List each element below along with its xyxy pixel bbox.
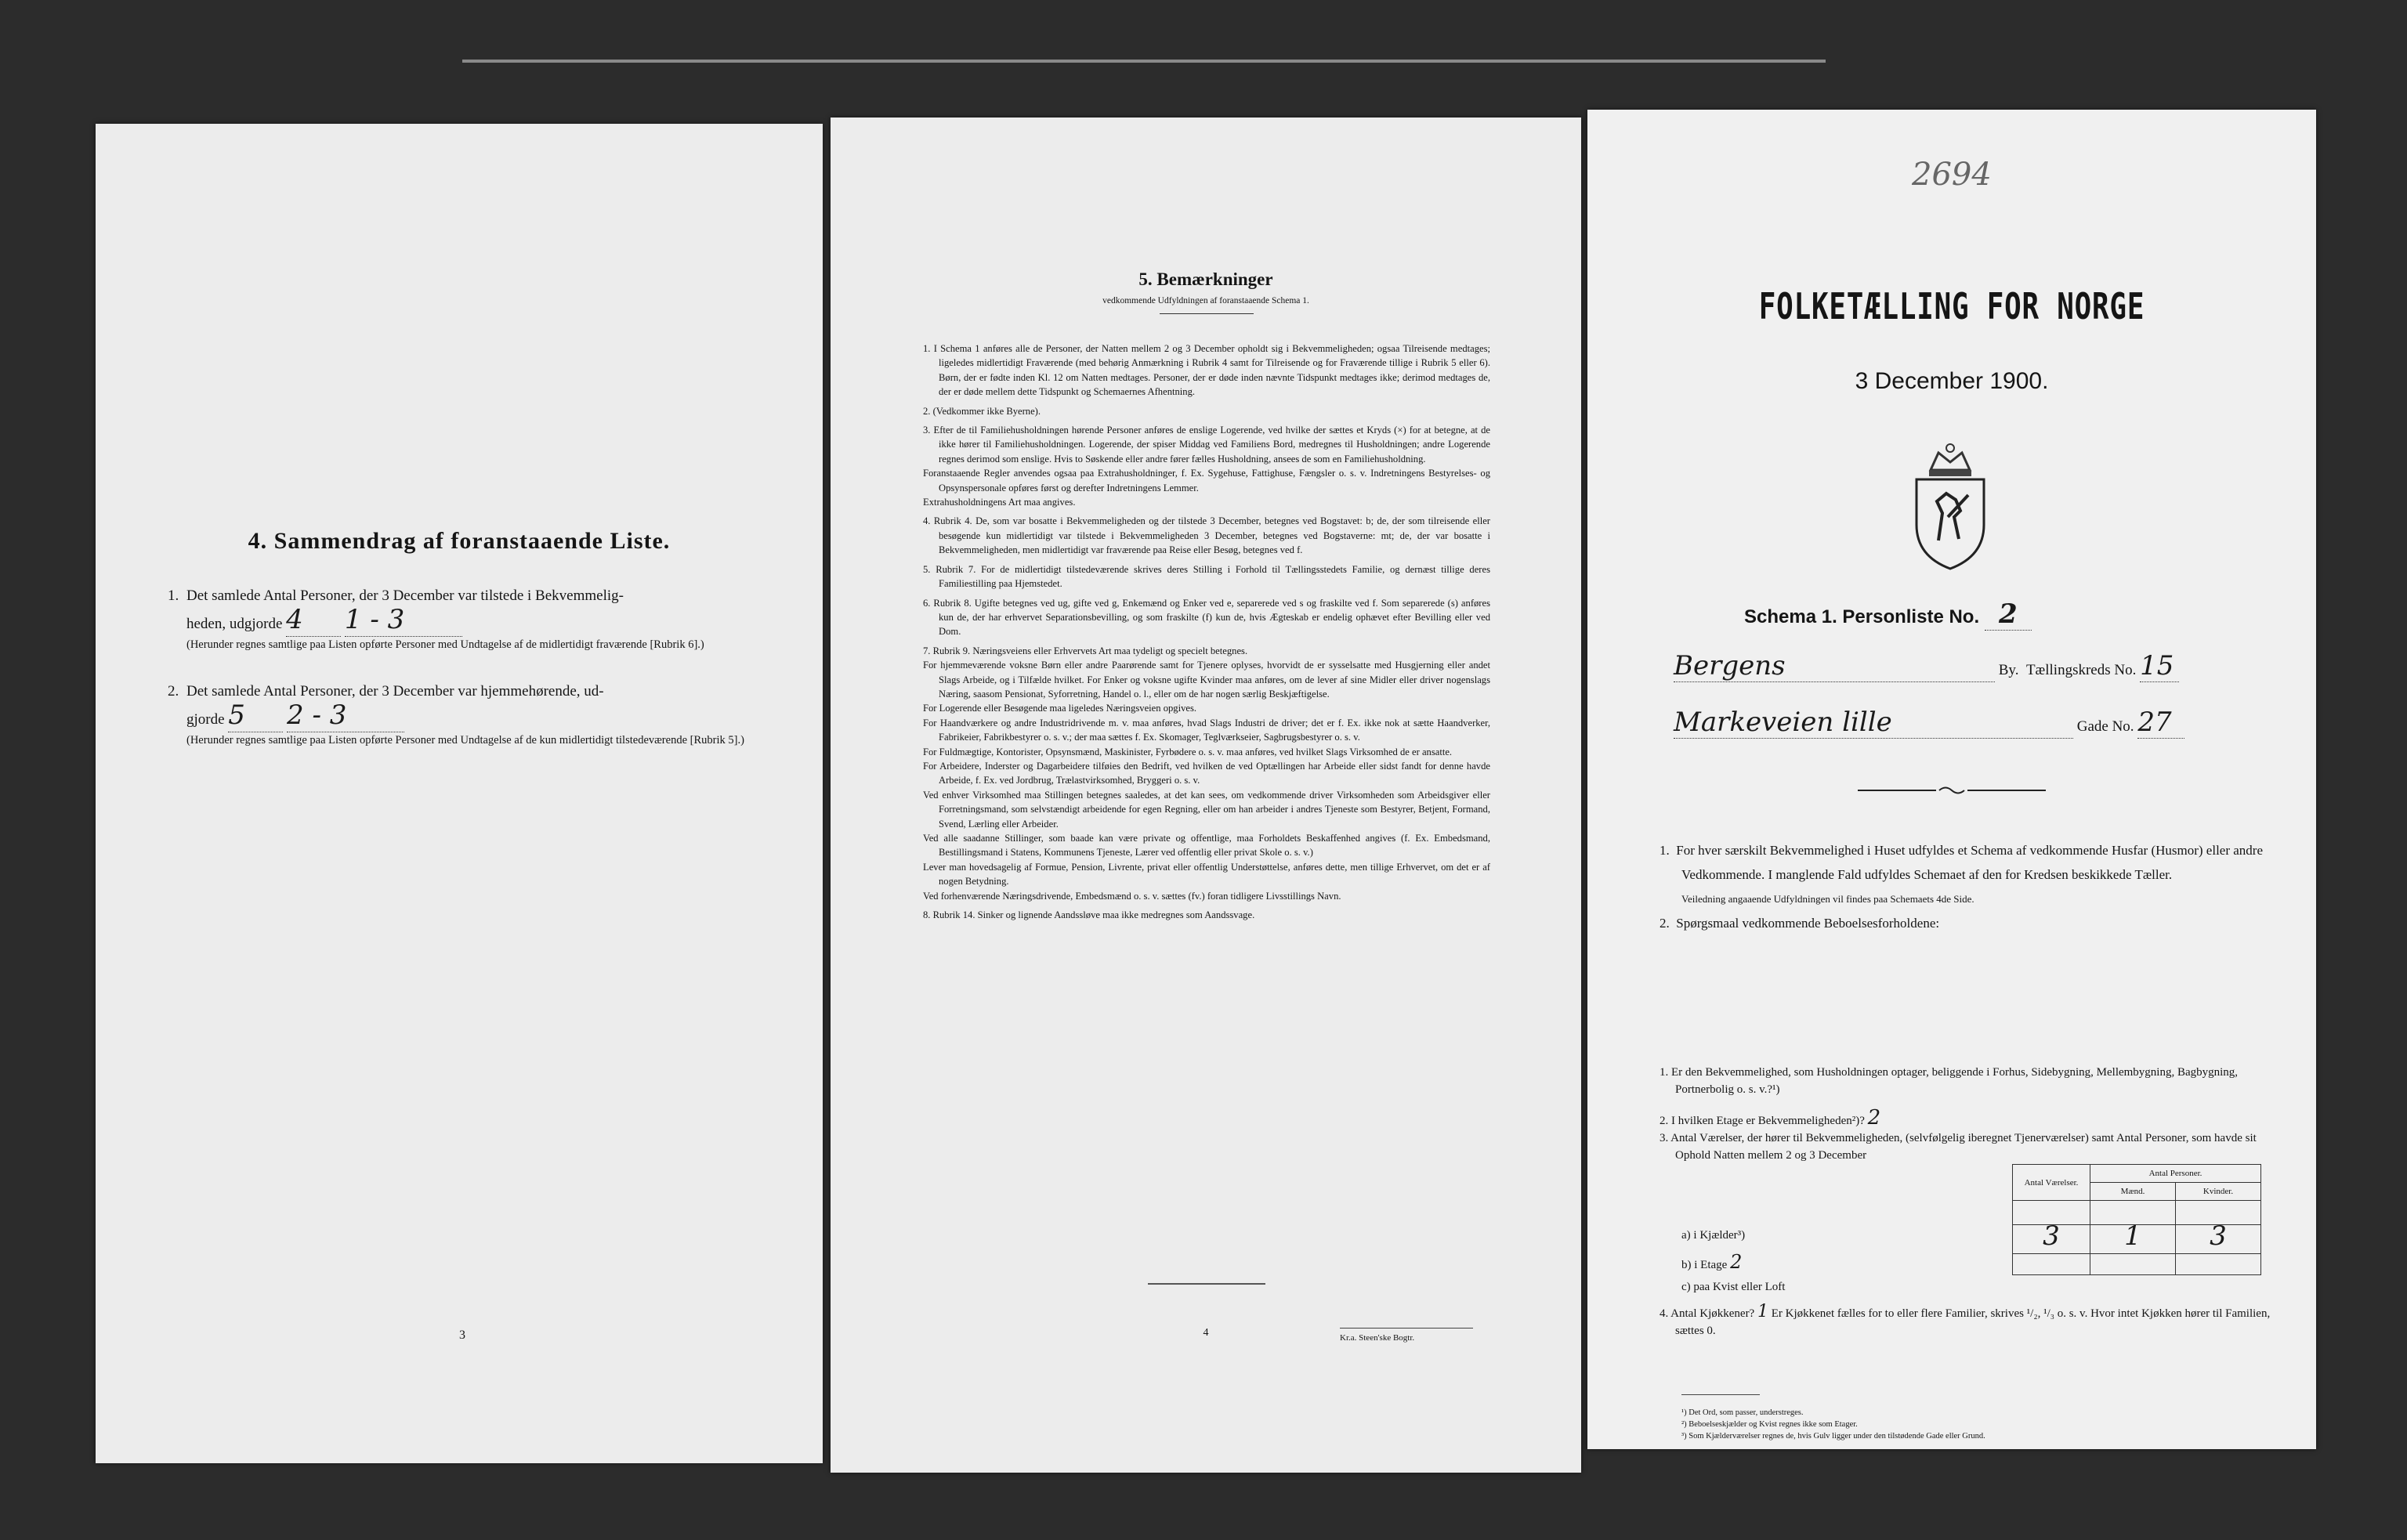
city-line (1674, 650, 2285, 682)
row-attic: c) paa Kvist eller Loft (1681, 1281, 1786, 1293)
remark-paragraph: 4. Rubrik 4. De, som var bosatte i Bekvemmeligheden og der tilstede 3 December, betegnes ved Bogstavet: b; de, der som tilreisende eller besøgende kun midlertidigt var tilstede i Bekvemmeligheden 3 December, betegnes ved Bogstaverne: mt; de, der var bosatte i Bekvemmeligheden, men midlertidigt var fraværende paa Reise eller Besøg, betegnes ved f. (923, 515, 1490, 556)
page-number: 4 (1203, 1327, 1209, 1339)
summary-title: 4. Sammendrag af foranstaaende Liste. (248, 528, 671, 554)
instr-number: 1. (1660, 843, 1670, 858)
handwritten-street: Markeveien lille (1674, 707, 1892, 738)
instr-household: For hver særskilt Bekvemmelighed i Huset udfyldes et Schema af vedkommende Husfar (Husmor) eller andre Vedkommende. I manglende Fald udfyldes Schemaet af den for Kredsen beskikkede Tæller. (1676, 843, 2263, 882)
remark-paragraph: 3. Efter de til Familiehusholdningen hørende Personer anføres de enslige Logerende, ved hvilke der sættes et Kryds (×) for at betegne, at de ikke hører til Familiehusholdningen. Logerende, der spiser Middag ved Familiens Bord, medregnes til Husholdningen; andre Logerende regnes derimod som enslige. Hvis to Søskende eller andre fører fælles Husholdning, ansees de som en Familiehusholdning. (923, 425, 1490, 465)
women-count: 3 (2210, 1220, 2227, 1252)
handwritten-krets-no: 15 (2140, 650, 2174, 681)
remark-paragraph: Ved alle saadanne Stillinger, som baade kan være private og offentlige, maa Forholdets Beskaffenhed angives (f. Ex. Embedsmand, Bestillingsmand i Statens, Kommunens Tjeneste, Lærer ved offentlig eller privat Skole o. s. v.) (923, 833, 1490, 859)
handwritten-gade-no: 27 (2137, 707, 2172, 738)
remark-paragraph: 1. I Schema 1 anføres alle de Personer, der Natten mellem 2 og 3 December opholdt sig i Bekvemmeligheden; ogsaa Tilreisende medtages; ligeledes midlertidigt Fraværende (med behørig Anmærkning i Rubrik 4 samt for Tilreisende og for Fraværende tillige i Rubrik 5 eller 6). Børn, der er fødte inden Kl. 12 om Natten medtages. Personer, der er døde inden nævnte Tidspunkt medtages ikke; derimod medtages de, der er døde mellem dette Tidspunkt og Schemaernes Afhentning. (923, 343, 1490, 398)
remark-paragraph: For Arbeidere, Inderster og Dagarbeidere tilføies den Bedrift, ved hvilken de ved Optællingen har Arbeide eller sidst fandt for denne havde Arbeide, f. Ex. ved Jordbrug, Trælastvirksomhed, Bryggeri o. s. v. (923, 760, 1490, 786)
footnote-2: ²) Beboelseskjælder og Kvist regnes ikke som Etager. (1681, 1420, 1858, 1429)
question-kitchens: 4. Antal Kjøkkener? (1660, 1307, 1755, 1320)
handwritten-count: 4 (286, 604, 303, 635)
handwritten-count: 5 (228, 700, 245, 731)
remark-paragraph: For Haandværkere og andre Industridrivende m. v. maa anføres, hvad Slags Industri de driver; det er f. Ex. ikke nok at sætte Haandverker, Fabrikeier, Fabrikbestyrer o. s. v.; der maa sættes f. Ex. Skomager, Teglværkseier, Sagbrugsbestyrer o. s. v. (923, 717, 1490, 743)
item-number: 1. (168, 587, 179, 604)
schema-heading (1744, 598, 2032, 631)
item-text-line2: heden, udgjorde (186, 616, 283, 632)
remark-paragraph: 5. Rubrik 7. For de midlertidigt tilstedeværende skrives deres Stilling i Forhold til Tællingsstedets Familie, og dernæst tillige deres Familiestilling paa Hjemstedet. (923, 563, 1490, 590)
scan-top-border (462, 60, 1826, 63)
question-kitchens-line (1660, 1303, 2271, 1339)
handwritten-personliste-no: 2 (1998, 598, 2018, 630)
printer-rule (1340, 1328, 1473, 1329)
row-floor: b) i Etage (1681, 1259, 1728, 1271)
remark-paragraph: 8. Rubrik 14. Sinker og lignende Aandssløve maa ikke medregnes som Aandssvage. (923, 909, 1255, 921)
gade-label: Gade No. (2076, 718, 2134, 735)
housing-questions (1660, 1064, 2271, 1339)
item-text-line2: gjorde (186, 711, 225, 728)
footnote-3: ³) Som Kjælderværelser regnes de, hvis Gulv ligger under den tilstødende Gade eller Grund. (1681, 1432, 1985, 1441)
question-floor: 2. I hvilken Etage er Bekvemmeligheden²)? (1660, 1115, 1865, 1127)
item-text-line1: Det samlede Antal Personer, der 3 December var tilstede i Bekvemmelig- (186, 587, 624, 604)
question-building: 1. Er den Bekvemmelighed, som Husholdningen optager, beliggende i Forhus, Sidebygning, Mellembygning, Bagbygning, Portnerbolig o. s. v.?¹) (1660, 1066, 2239, 1096)
divider-ornament (1858, 785, 2046, 796)
instr-guidance: Veiledning angaaende Udfyldningen vil findes paa Schemaets 4de Side. (1681, 893, 1974, 905)
page-remarks (831, 117, 1581, 1473)
remarks-body (923, 342, 1490, 922)
item-note: (Herunder regnes samtlige paa Listen opførte Personer med Undtagelse af de kun midlertidigt tilstedeværende [Rubrik 5].) (186, 734, 744, 747)
instr-housing: Spørgsmaal vedkommende Beboelsesforholdene: (1676, 916, 1940, 931)
remark-paragraph: Ved forhenværende Næringsdrivende, Embedsmænd o. s. v. sættes (fv.) foran tidligere Livsstillings Navn. (923, 890, 1341, 902)
remarks-title: 5. Bemærkninger (1138, 269, 1273, 289)
rooms-count: 3 (2043, 1220, 2060, 1252)
summary-item-resident (168, 680, 751, 748)
instructions (1660, 838, 2271, 935)
header-men: Mænd. (2090, 1183, 2176, 1201)
remark-paragraph: Lever man hovedsagelig af Formue, Pension, Livrente, privat eller offentlig Understøttelse, anføres dette, men tillige Erhvervet, om det er af nogen Betydning. (923, 861, 1490, 887)
row-floor-line (1681, 1253, 1742, 1274)
remark-paragraph: Ved enhver Virksomhed maa Stillingen betegnes saaledes, at det kan sees, om vedkommende driver Virksomheden som Arbeidsgiver eller Forretningsmand, som selvstændigt arbeidende for egen Regning, eller om han arbeider i andres Tjeneste som Bestyrer, Betjent, Formand, Svend, Lærling eller Arbeider. (923, 789, 1490, 830)
remarks-subtitle: vedkommende Udfyldningen af foranstaaende Schema 1. (1102, 296, 1309, 305)
census-title: FOLKETÆLLING FOR NORGE (1758, 285, 2145, 327)
row-basement: a) i Kjælder³) (1681, 1229, 1746, 1242)
remark-paragraph: Foranstaaende Regler anvendes ogsaa paa Extrahusholdninger, f. Ex. Sygehuse, Fattighuse, Fængsler o. s. v. Indretningens Bestyrelses- og Opsynspersonale opføres først og derefter Indretningens Lemmer. (923, 468, 1490, 493)
handwritten-count-split: 2 - 3 (287, 700, 347, 731)
krets-label: Tællingskreds No. (2025, 662, 2137, 678)
handwritten-kitchens: 1 (1757, 1302, 1768, 1321)
page-summary (96, 124, 823, 1463)
handwritten-floor: 2 (1867, 1106, 1881, 1130)
question-kitchens-note: Er Kjøkkenet fælles for to eller flere Familier, skrives ¹/₂, ¹/₃ o. s. v. Hvor intet Kjøkken hører til Familien, sættes 0. (1675, 1307, 2271, 1337)
instr-number: 2. (1660, 916, 1670, 931)
archive-number: 2694 (1912, 157, 1992, 193)
summary-item-present (168, 584, 751, 653)
page-number: 3 (459, 1329, 465, 1342)
remark-paragraph: For hjemmeværende voksne Børn eller andre Paarørende samt for Tjenere oplyses, hvorvidt de er sysselsatte med Husgjerning eller andet Slags Arbeide, og i Tilfælde hvilket. For Enker og voksne ugifte Kvinder maa anføres, om de lever af sine Midler eller driver nogenslags Næring, saasom Pensionat, Syforretning, Handel o. l., eller om de har nogen særlig Beskjæftigelse. (923, 660, 1490, 700)
remark-paragraph: 7. Rubrik 9. Næringsveiens eller Erhvervets Art maa tydeligt og specielt betegnes. (923, 645, 1248, 656)
remark-paragraph: Extrahusholdningens Art maa angives. (923, 497, 1076, 508)
remark-paragraph: 6. Rubrik 8. Ugifte betegnes ved ug, gifte ved g, Enkemænd og Enker ved e, separerede ved s og fraskilte ved f. Som separerede (s) anføres kun de, der har erhvervet Separationsbevilling, og som fraskilte (f) kun de, hvis Ægteskab er endelig ophævet efter Bevilling eller ved Dom. (923, 597, 1490, 638)
coat-of-arms-icon (1907, 439, 1993, 572)
item-note: (Herunder regnes samtlige paa Listen opførte Personer med Undtagelse af de midlertidigt fraværende [Rubrik 6].) (186, 638, 704, 651)
item-text-line1: Det samlede Antal Personer, der 3 December var hjemmehørende, ud- (186, 683, 604, 700)
printer-imprint: Kr.a. Steen'ske Bogtr. (1340, 1333, 1415, 1343)
end-ornament (1148, 1283, 1265, 1285)
remark-paragraph: 2. (Vedkommer ikke Byerne). (923, 405, 1041, 417)
item-number: 2. (168, 683, 179, 700)
header-women: Kvinder. (2176, 1183, 2261, 1201)
rooms-table (2012, 1164, 2261, 1275)
by-label: By. (1998, 662, 2019, 678)
remark-paragraph: For Logerende eller Besøgende maa ligeledes Næringsveien opgives. (923, 703, 1197, 714)
footnote-1: ¹) Det Ord, som passer, understreges. (1681, 1408, 1804, 1417)
question-rooms: 3. Antal Værelser, der hører til Bekvemmeligheden, (selvfølgelig iberegnet Tjenerværelser) samt Antal Personer, som havde sit Ophold Natten mellem 2 og 3 December (1660, 1132, 2257, 1162)
title-rule (1160, 313, 1254, 314)
handwritten-row-floor: 2 (1730, 1251, 1743, 1273)
handwritten-city: Bergens (1674, 650, 1786, 681)
header-persons: Antal Personer. (2090, 1165, 2261, 1183)
schema-label: Schema 1. Personliste No. (1744, 606, 1980, 627)
page-cover (1587, 110, 2316, 1449)
census-date: 3 December 1900. (1855, 368, 2049, 394)
rooms-table-area (1660, 1164, 2271, 1297)
footnotes (1681, 1407, 2277, 1442)
handwritten-count-split: 1 - 3 (344, 604, 405, 635)
footnote-rule (1681, 1394, 1760, 1395)
remark-paragraph: For Fuldmægtige, Kontorister, Opsynsmænd, Maskinister, Fyrbødere o. s. v. maa anføres, ved hvilket Slags Virksomhed de er ansatte. (923, 746, 1453, 757)
header-rooms: Antal Værelser. (2013, 1165, 2090, 1201)
men-count: 1 (2124, 1220, 2141, 1252)
street-line (1674, 707, 2285, 739)
question-floor-line (1660, 1106, 2271, 1130)
